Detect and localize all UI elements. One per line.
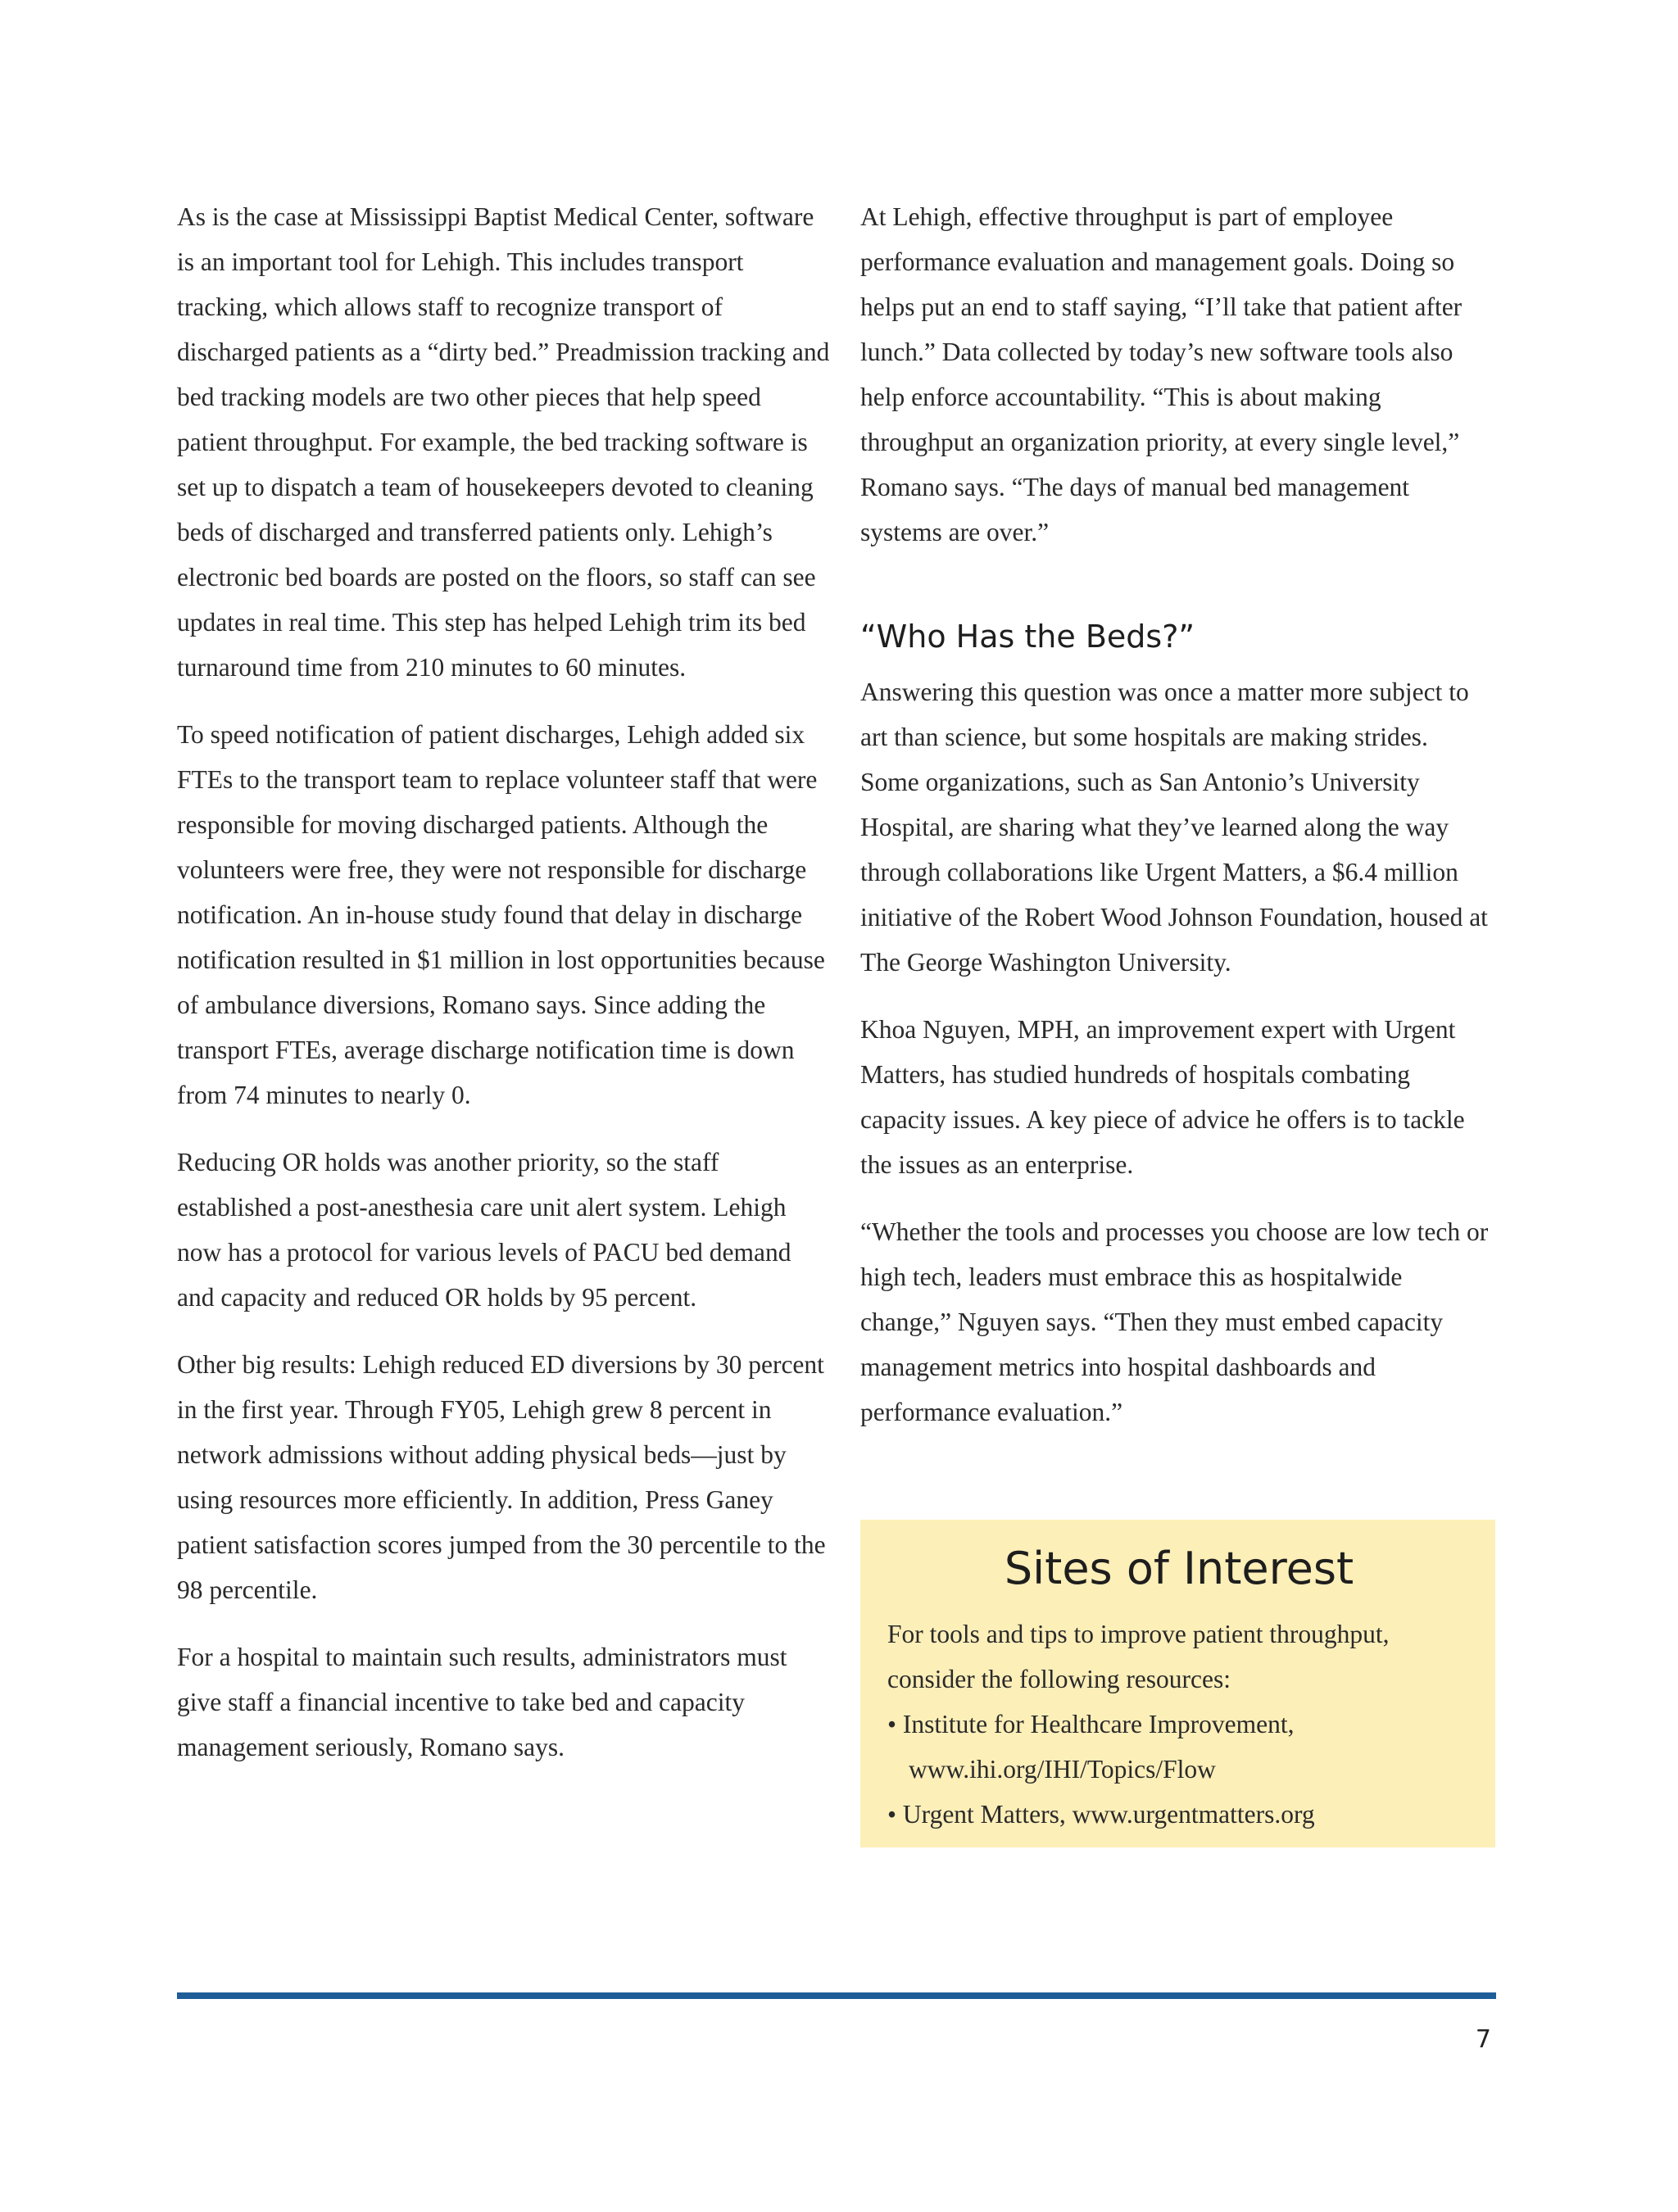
right-column: [860, 194, 1491, 1435]
resource-list: [887, 1702, 1471, 1837]
section-heading: “Who Has the Beds?”: [860, 619, 1195, 655]
body-paragraph: Khoa Nguyen, MPH, an improvement expert with Urgent Matters, has studied hundreds of hospitals combating capacity issues. A key piece of advice he offers is to tackle the issues as an enterprise.: [860, 1015, 1465, 1179]
body-paragraph: Other big results: Lehigh reduced ED diversions by 30 percent in the first year. Through FY05, Lehigh grew 8 percent in network admissions without adding physical beds—just by using resources more efficiently. In addition, Press Ganey patient satisfaction scores jumped from the 30 percentile to the 98 percentile.: [177, 1350, 826, 1604]
sidebar-title: Sites of Interest: [1004, 1543, 1354, 1594]
resource-item-ihi: • Institute for Healthcare Improvement, www.ihi.org/IHI/Topics/Flow: [887, 1702, 1471, 1792]
body-paragraph: For a hospital to maintain such results, administrators must give staff a financial incentive to take bed and capacity management seriously, Romano says.: [177, 1643, 787, 1761]
resource-item-urgent-matters: • Urgent Matters, www.urgentmatters.org: [887, 1792, 1471, 1837]
body-paragraph: Reducing OR holds was another priority, so the staff established a post-anesthesia care unit alert system. Lehigh now has a protocol for various levels of PACU bed demand and capacity and reduced OR holds by 95 percent.: [177, 1148, 791, 1312]
footer-rule: [177, 1992, 1496, 1999]
body-paragraph: To speed notification of patient discharges, Lehigh added six FTEs to the transport team to replace volunteer staff that were responsible for moving discharged patients. Although the volunteers were free, they were not responsible for discharge notification. An in-house study found that delay in discharge notification resulted in $1 million in lost opportunities because of ambulance diversions, Romano says. Since adding the transport FTEs, average discharge notification time is down from 74 minutes to nearly 0.: [177, 720, 825, 1109]
body-paragraph: “Whether the tools and processes you choose are low tech or high tech, leaders must embrace this as hospitalwide change,” Nguyen says. “Then they must embed capacity management metrics into hospital dashboards and performance evaluation.”: [860, 1217, 1489, 1426]
body-paragraph: Answering this question was once a matter more subject to art than science, but some hospitals are making strides. Some organizations, such as San Antonio’s University Hospital, are sharing what they’ve learned along the way through collaborations like Urgent Matters, a $6.4 million initiative of the Robert Wood Johnson Foundation, housed at The George Washington University.: [860, 678, 1488, 977]
body-paragraph: At Lehigh, effective throughput is part of employee performance evaluation and management goals. Doing so helps put an end to staff saying, “I’ll take that patient after lunch.” Data collected by today’s new software tools also help enforce accountability. “This is about making throughput an organization priority, at every single level,” Romano says. “The days of manual bed management systems are over.”: [860, 202, 1463, 546]
left-column: [177, 194, 832, 1770]
body-paragraph: As is the case at Mississippi Baptist Medical Center, software is an important tool for Lehigh. This includes transport tracking, which allows staff to recognize transport of discharged patients as a “dirty bed.” Preadmission tracking and bed tracking models are two other pieces that help speed patient throughput. For example, the bed tracking software is set up to dispatch a team of housekeepers devoted to cleaning beds of discharged and transferred patients only. Lehigh’s electronic bed boards are posted on the floors, so staff can see updates in real time. This step has helped Lehigh trim its bed turnaround time from 210 minutes to 60 minutes.: [177, 202, 830, 682]
sites-of-interest-box: [860, 1520, 1495, 1847]
sidebar-intro: For tools and tips to improve patient throughput, consider the following resources:: [887, 1620, 1390, 1693]
page-number: 7: [1475, 2025, 1491, 2054]
